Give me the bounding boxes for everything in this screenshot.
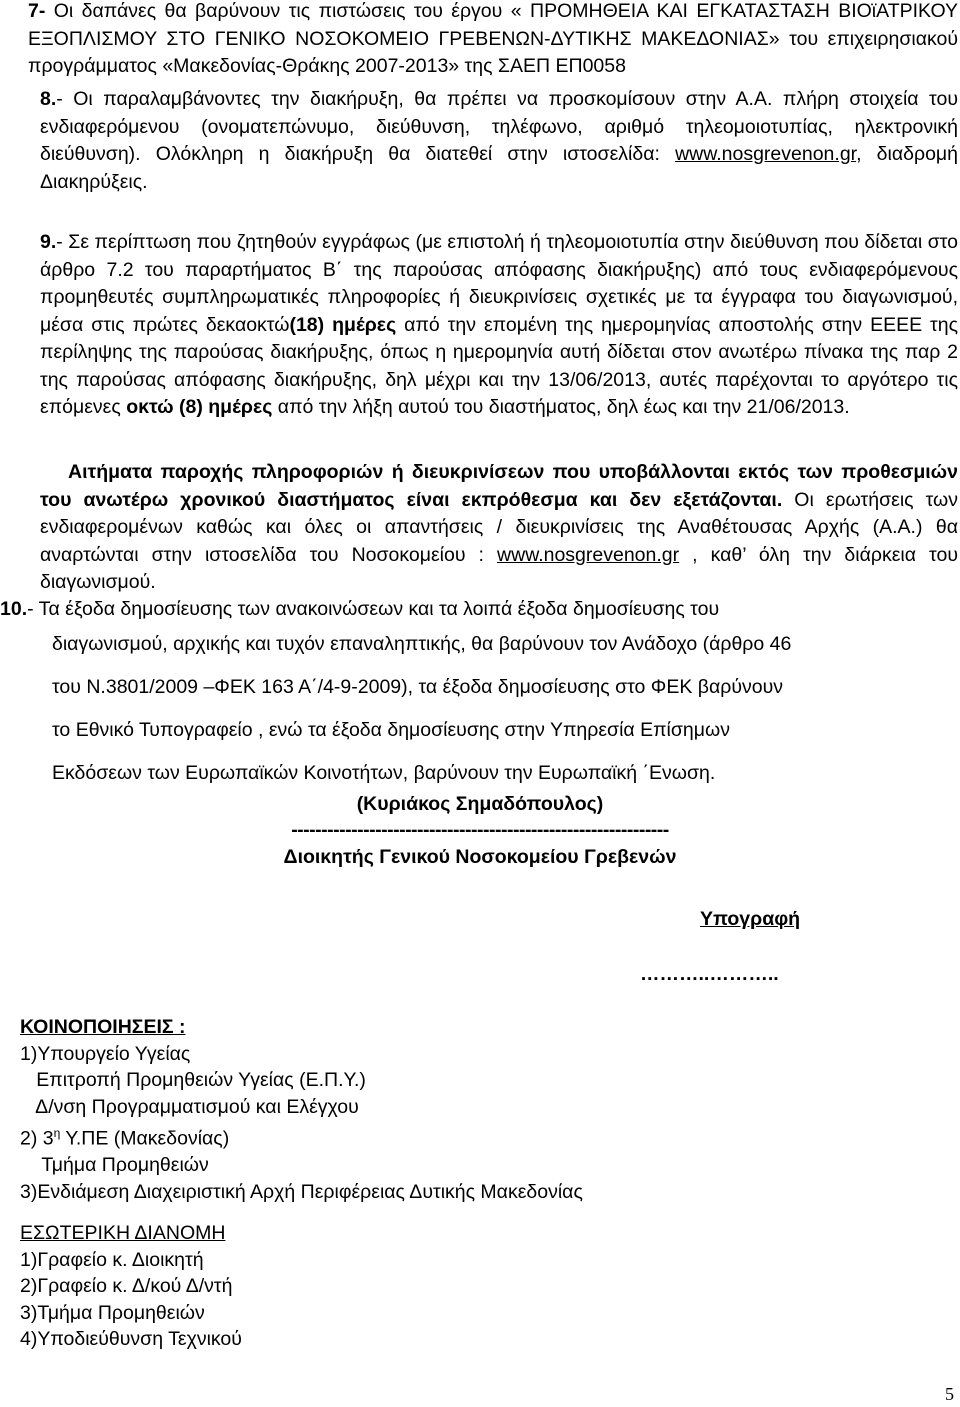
paragraph-9-number: 9. (40, 231, 57, 253)
internal-distribution-list (20, 1220, 920, 1353)
paragraph-8 (40, 86, 958, 196)
notification-item-superscript: η (53, 1126, 61, 1140)
paragraph-8-number: 8. (40, 88, 57, 110)
paragraph-9-text: - Σε περίπτωση που ζητηθούν εγγράφως (με επιστολή ή τηλεομοιοτυπία στην διεύθυνση που δίδεται στο άρθρο 7.2 του παραρτήματος Β΄ της παρούσας απόφασης διακήρυξης) από τους ενδιαφερόμενους προμηθευτές συμπληρωματικές πληροφορίες ή διευκρινίσεις σχετικές με τα έγγραφα του διαγωνισμού, μέσα στις πρώτες δεκαοκτώ (40, 231, 958, 336)
distribution-item: 2)Γραφείο κ. Δ/κού Δ/ντή (20, 1275, 233, 1297)
page-number: 5 (945, 1384, 954, 1404)
paragraph-7-text: Οι δαπάνες θα βαρύνουν τις πιστώσεις του έργου « ΠΡΟΜΗΘΕΙΑ ΚΑΙ ΕΓΚΑΤΑΣΤΑΣΗ ΒΙΟϊΑΤΡΙΚΟΥ ΕΞΟΠΛΙΣΜΟΥ ΣΤΟ ΓΕΝΙΚΟ ΝΟΣΟΚΟΜΕΙΟ ΓΡΕΒΕΝΩΝ-ΔΥΤΙΚΗΣ ΜΑΚΕΔΟΝΙΑΣ» του επιχειρησιακού προγράμματος «Μακεδονίας-Θράκης 2007-2013» της ΣΑΕΠ ΕΠ0058 (28, 0, 958, 77)
paragraph-10-line-5: Εκδόσεων των Ευρωπαϊκών Κοινοτήτων, βαρύνουν την Ευρωπαϊκή ΄Ενωση. (52, 762, 716, 784)
internal-distribution-heading: ΕΣΩΤΕΡΙΚΗ ΔΙΑΝΟΜΗ (20, 1222, 226, 1244)
paragraph-10-line-3: του Ν.3801/2009 –ΦΕΚ 163 Α΄/4-9-2009), τα έξοδα δημοσίευσης στο ΦΕΚ βαρύνουν (52, 676, 784, 698)
paragraph-9-continuation (40, 459, 958, 597)
notification-item: Τμήμα Προμηθειών (20, 1154, 209, 1176)
notification-item: Επιτροπή Προμηθειών Υγείας (Ε.Π.Υ.) (20, 1069, 366, 1091)
signatory-name: (Κυριάκος Σημαδόπουλος) (356, 793, 604, 815)
signature-line: ………..……….. (640, 963, 779, 985)
notifications-list (20, 1014, 920, 1205)
distribution-item: 3)Τμήμα Προμηθειών (20, 1301, 205, 1324)
signatory-title: Διοικητής Γενικού Νοσοκομείου Γρεβενών (283, 846, 677, 868)
notification-item-text: Υ.ΠΕ (Μακεδονίας) (60, 1127, 230, 1150)
paragraph-10-line-2: διαγωνισμού, αρχικής και τυχόν επαναληπτικής, θα βαρύνουν τον Ανάδοχο (άρθρο 46 (52, 633, 792, 655)
deadline-18-days: (18) ημέρες (289, 313, 397, 336)
notification-item: 3)Ενδιάμεση Διαχειριστική Αρχή Περιφέρειας Δυτικής Μακεδονίας (20, 1180, 583, 1203)
paragraph-8-text-end: , διαδρομή Διακηρύξεις. (40, 143, 959, 193)
paragraph-10-first-line (0, 596, 958, 624)
paragraph-7-number: 7- (28, 0, 46, 22)
deadline-8-days: οκτώ (8) ημέρες (126, 396, 273, 418)
paragraph-10-line-1: - Τα έξοδα δημοσίευσης των ανακοινώσεων και τα λοιπά έξοδα δημοσίευσης του (27, 598, 720, 620)
paragraph-9b-text: Οι ερωτήσεις των ενδιαφερομένων καθώς και όλες οι απαντήσεις / διευκρινίσεις της Αναθέτουσας Αρχής (Α.Α.) θα αναρτώνται στην ιστοσελίδα του Νοσοκομείου : (40, 488, 958, 566)
distribution-item: 1)Γραφείο κ. Διοικητή (20, 1248, 204, 1271)
late-requests-notice: Αιτήματα παροχής πληροφοριών ή διευκρινίσεων που υποβάλλονται εκτός των προθεσμιών του ανωτέρω χρονικού διαστήματος είναι εκπρόθεσμα και δεν εξετάζονται. (40, 461, 958, 511)
distribution-item: 4)Υποδιεύθυνση Τεχνικού (20, 1328, 242, 1350)
notification-item: Δ/νση Προγραμματισμού και Ελέγχου (20, 1095, 359, 1118)
paragraph-10-line-4: το Εθνικό Τυπογραφείο , ενώ τα έξοδα δημοσίευσης στην Υπηρεσία Επίσημων (52, 719, 730, 741)
paragraph-8-text: - Οι παραλαμβάνοντες την διακήρυξη, θα πρέπει να προσκομίσουν στην Α.Α. πλήρη στοιχεία του ενδιαφερόμενου (ονοματεπώνυμο, διεύθυνση, τηλέφωνο, αριθμό τηλεομοιοτυπίας, ηλεκτρονική διεύθυνση). Ολόκληρη η διακήρυξη θα διατεθεί στην ιστοσελίδα: (40, 88, 958, 165)
paragraph-10-number: 10. (0, 598, 28, 620)
website-link[interactable]: www.nosgrevenon.gr (675, 143, 857, 165)
notification-item (20, 1120, 920, 1152)
paragraph-9b-text-end: , καθ’ όλη την διάρκεια του διαγωνισμού. (40, 543, 958, 593)
notification-item: 1)Υπουργείο Υγείας (20, 1042, 191, 1065)
notification-item-number: 2) 3 (20, 1127, 54, 1150)
paragraph-9-text-3: από την λήξη αυτού του διαστήματος, δηλ έως και την 21/06/2013. (272, 396, 850, 418)
paragraph-7 (28, 0, 958, 81)
hospital-website-link[interactable]: www.nosgrevenon.gr (497, 543, 680, 566)
signature-dashes: --------------------------------------------------------------- (291, 819, 669, 841)
paragraph-9-text-2: από την επομένη της ημερομηνίας αποστολής στην ΕΕΕΕ της περίληψης της παρούσας διακήρυξης, όπως η ημερομηνία αυτή δίδεται στον ανωτέρω πίνακα της παρ 2 της παρούσας απόφασης διακήρυξης, δηλ μέχρι και την 13/06/2013, αυτές παρέχονται το αργότερο τις επόμενες (40, 313, 959, 418)
signature-label: Υπογραφή (700, 908, 801, 930)
paragraph-9 (40, 229, 958, 422)
notifications-heading: ΚΟΙΝΟΠΟΙΗΣΕΙΣ : (20, 1016, 186, 1038)
